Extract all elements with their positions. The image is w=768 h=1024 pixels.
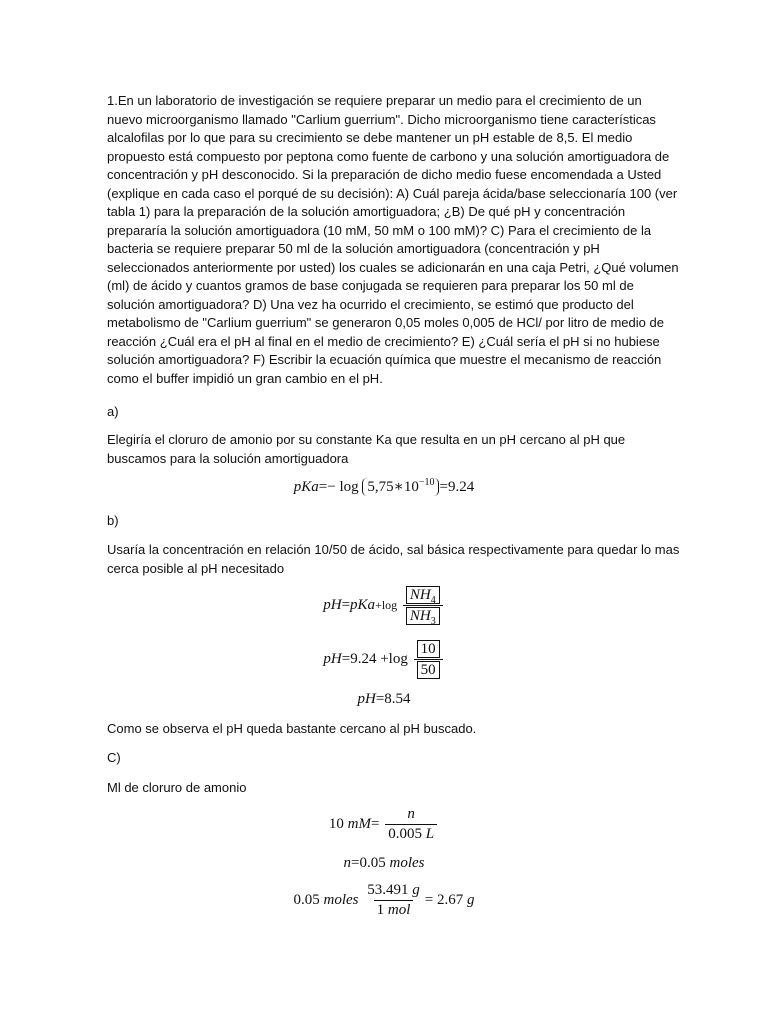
question-line: como el buffer impidió un gran cambio en el pH.	[107, 370, 383, 386]
question-line: 1.En un laboratorio de investigación se requiere preparar un medio para el crecimiento de un	[107, 93, 642, 108]
question-line: nuevo microorganismo llamado "Carlium guerrium". Dicho microorganismo tiene características	[107, 111, 656, 127]
section-b-line: cerca posible al pH necesitado	[107, 560, 285, 576]
question-line: concentración y pH desconocido. Si la preparación de dicho medio fuese encomendada a Usted	[107, 167, 662, 182]
equation-pka: $pKa=- \log 5,75∗10^{-10} =9.24$	[293, 477, 475, 495]
section-a-paragraph	[107, 431, 667, 468]
question-line: (explique en cada caso el porqué de su decisión): A) Cuál pareja ácida/base seleccionaría 100 (ver	[107, 185, 678, 201]
log-argument: $5,75∗10^{-10}$	[362, 478, 439, 496]
section-b-line: Usaría la concentración en relación 10/50 de ácido, sal básica respectivamente para quedar lo mas	[107, 542, 680, 557]
question-line: bacteria se requiere preparar 50 ml de la solución amortiguadora (concentración y pH	[107, 241, 600, 256]
section-a-line: Elegiría el cloruro de amonio por su constante Ka que resulta en un pH cercano al pH que	[107, 432, 626, 447]
question-line: propuesto está compuesto por peptona como fuente de carbono y una solución amortiguadora de	[107, 148, 670, 164]
question-line: solución amortiguadora? F) Escribir la ecuación química que muestre el mecanismo de reacción	[107, 352, 662, 367]
question-line: (ml) de ácido y cuantos gramos de base conjugada se requieren para preparar los 50 ml de	[107, 278, 634, 293]
equation-grams: 0.05 moles $\frac{53.491 g}{\text{1 mol}}$ = 2.67 g	[293, 882, 475, 918]
question-line: solución amortiguadora? D) Una vez ha ocurrido el crecimiento, se estimó que producto del	[107, 296, 634, 312]
question-line: prepararía la solución amortiguadora (10 mM, 50 mM o 100 mM)? C) Para el crecimiento de la	[107, 222, 652, 238]
molar-mass-fraction: $\frac{53.491 g}{\text{1 mol}}$	[367, 882, 420, 918]
section-c-subtitle: Ml de cloruro de amonio	[107, 780, 247, 795]
equation-concentration: 10 mM= $\frac{n}{0.005 L}$	[0, 806, 768, 843]
equation-moles: n=0.05 moles	[343, 855, 425, 871]
question-line: seleccionados anteriormente por usted) los cuales se adicionarán en una caja Petri, ¿Qué volumen	[107, 259, 679, 275]
moles-over-volume: $\frac{n}{0.005 L}$	[385, 806, 437, 843]
equation-henderson: pH=pKa+log $\frac{NH_4}{NH_3}$	[0, 586, 768, 625]
ratio-fraction: $\frac{NH_4}{NH_3}$	[403, 586, 443, 625]
question-line: metabolismo de "Carlium guerrium" se generaron 0,05 moles 0,005 de HCl/ por litro de medio de	[107, 315, 664, 330]
equation-ph-result: pH=8.54	[357, 691, 411, 707]
section-b-conclusion: Como se observa el pH queda bastante cercano al pH buscado.	[107, 721, 477, 736]
question-paragraph	[107, 92, 679, 388]
question-line: reacción ¿Cuál era el pH al final en el medio de crecimiento? E) ¿Cuál sería el pH si no hubiese	[107, 333, 660, 349]
section-c-label: C)	[107, 750, 121, 765]
equation-ph-substituted: pH=9.24 +log $\frac{10}{50}$	[0, 640, 768, 679]
question-line: alcalofilas por lo que para su crecimiento se debe mantener un pH estable de 8,5. El medio	[107, 130, 633, 145]
section-a-label: a)	[107, 404, 119, 419]
section-b-label: b)	[107, 513, 119, 528]
section-a-line: buscamos para la solución amortiguadora	[107, 450, 349, 466]
section-b-paragraph	[107, 541, 680, 578]
ratio-fraction: $\frac{10}{50}$	[414, 640, 443, 679]
question-line: tabla 1) para la preparación de la solución amortiguadora; ¿B) De qué pH y concentración	[107, 204, 626, 219]
